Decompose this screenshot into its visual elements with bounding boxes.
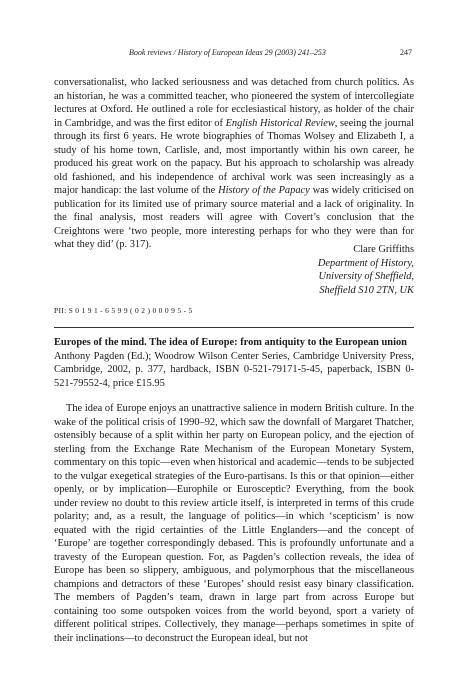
paragraph-text: conversationalist, who lacked seriousness and was detached from church politics. As an historian, he was a committed teacher, who pioneered the system of intercollegiate lectures at Oxford. He outlined a role for ecclesiastical history, as holder of the chair in Cambridge, and was the first editor of [54, 77, 414, 129]
reviewer-university: University of Sheffield, [318, 271, 414, 282]
book-bibliographic-details: Anthony Pagden (Ed.); Woodrow Wilson Center Series, Cambridge University Press, Cambridge, 2002, p. 377, hardback, ISBN 0-521-79171-5-45, paperback, ISBN 0-521-79552-4, price £15.95 [54, 350, 414, 389]
running-title: Book reviews / History of European Ideas 29 (2003) 241–253 [129, 48, 326, 57]
review-continuation-paragraph [54, 76, 414, 252]
section-divider [54, 327, 414, 328]
review-heading [54, 336, 414, 390]
page-number: 247 [400, 48, 412, 57]
pii-identifier: PII: S 0 1 9 1 - 6 5 9 9 ( 0 2 ) 0 0 0 9 5 - 5 [54, 306, 193, 315]
journal-title: English Historical Review [225, 117, 335, 129]
reviewer-department: Department of History, [317, 257, 414, 269]
book-title: History of the Papacy [218, 185, 310, 196]
reviewer-address: Sheffield S10 2TN, UK [319, 284, 414, 296]
reviewer-signature [214, 243, 414, 297]
book-review-title: Europes of the mind. The idea of Europe: from antiquity to the European union [54, 337, 407, 348]
review-body-paragraph: The idea of Europe enjoys an unattractive salience in modern British culture. In the wake of the political crisis of 1990–92, which saw the downfall of Margaret Thatcher, ostensibly because of a split within her party on European policy, and the ejection of sterling from the Exchange Rate Mechanism of the European Monetary System, commentary on this topic—even when historical and academic—tends to be subjected to the vulgar exegetical strategies of the Euro-partisans. Is this or that opinion—either openly, or by implication—Europhile or Eurosceptic? Everything, from the book under review no doubt to this review article itself, is interpreted in terms of this crude polarity; and, as a result, the language of politics—in which ‘scepticism’ is now equated with the rigid certainties of the Little Englanders—and the concept of ‘Europe’ are together correspondingly debased. This is profoundly unfortunate and a travesty of the European question. For, as Pagden’s collection reveals, the idea of Europe has been so slippery, ambiguous, and polymorphous that the miscellaneous champions and detractors of these ‘Europes’ should resist easy binary classification. The members of Pagden’s team, drawn in large part from across Europe but containing too some outspoken voices from the world beyond, sport a variety of different political stripes. Collectively, they manage—perhaps sometimes in spite of their inclinations—to deconstruct the European ideal, but not [54, 403, 414, 644]
running-header [54, 48, 414, 62]
paragraph-text: was widely criticised on publication for its limited use of primary source material and a lack of originality. In the final analysis, most readers will agree with Covert’s conclusion that the Creightons were ‘two people, more interesting perhaps for who they were than for what they did’ (p. 317). [54, 185, 415, 250]
paragraph-text: , seeing the journal through its first 6 years. He wrote biographies of Thomas Wolsey and Elizabeth I, a study of his home town, Carlisle, and, most importantly within his own career, he produced his great work on the papacy. But his approach to scholarship was already old fashioned, and his independence of archival work was seen increasingly as a major handicap: the last volume of the [54, 117, 414, 196]
reviewer-name: Clare Griffiths [353, 244, 414, 255]
